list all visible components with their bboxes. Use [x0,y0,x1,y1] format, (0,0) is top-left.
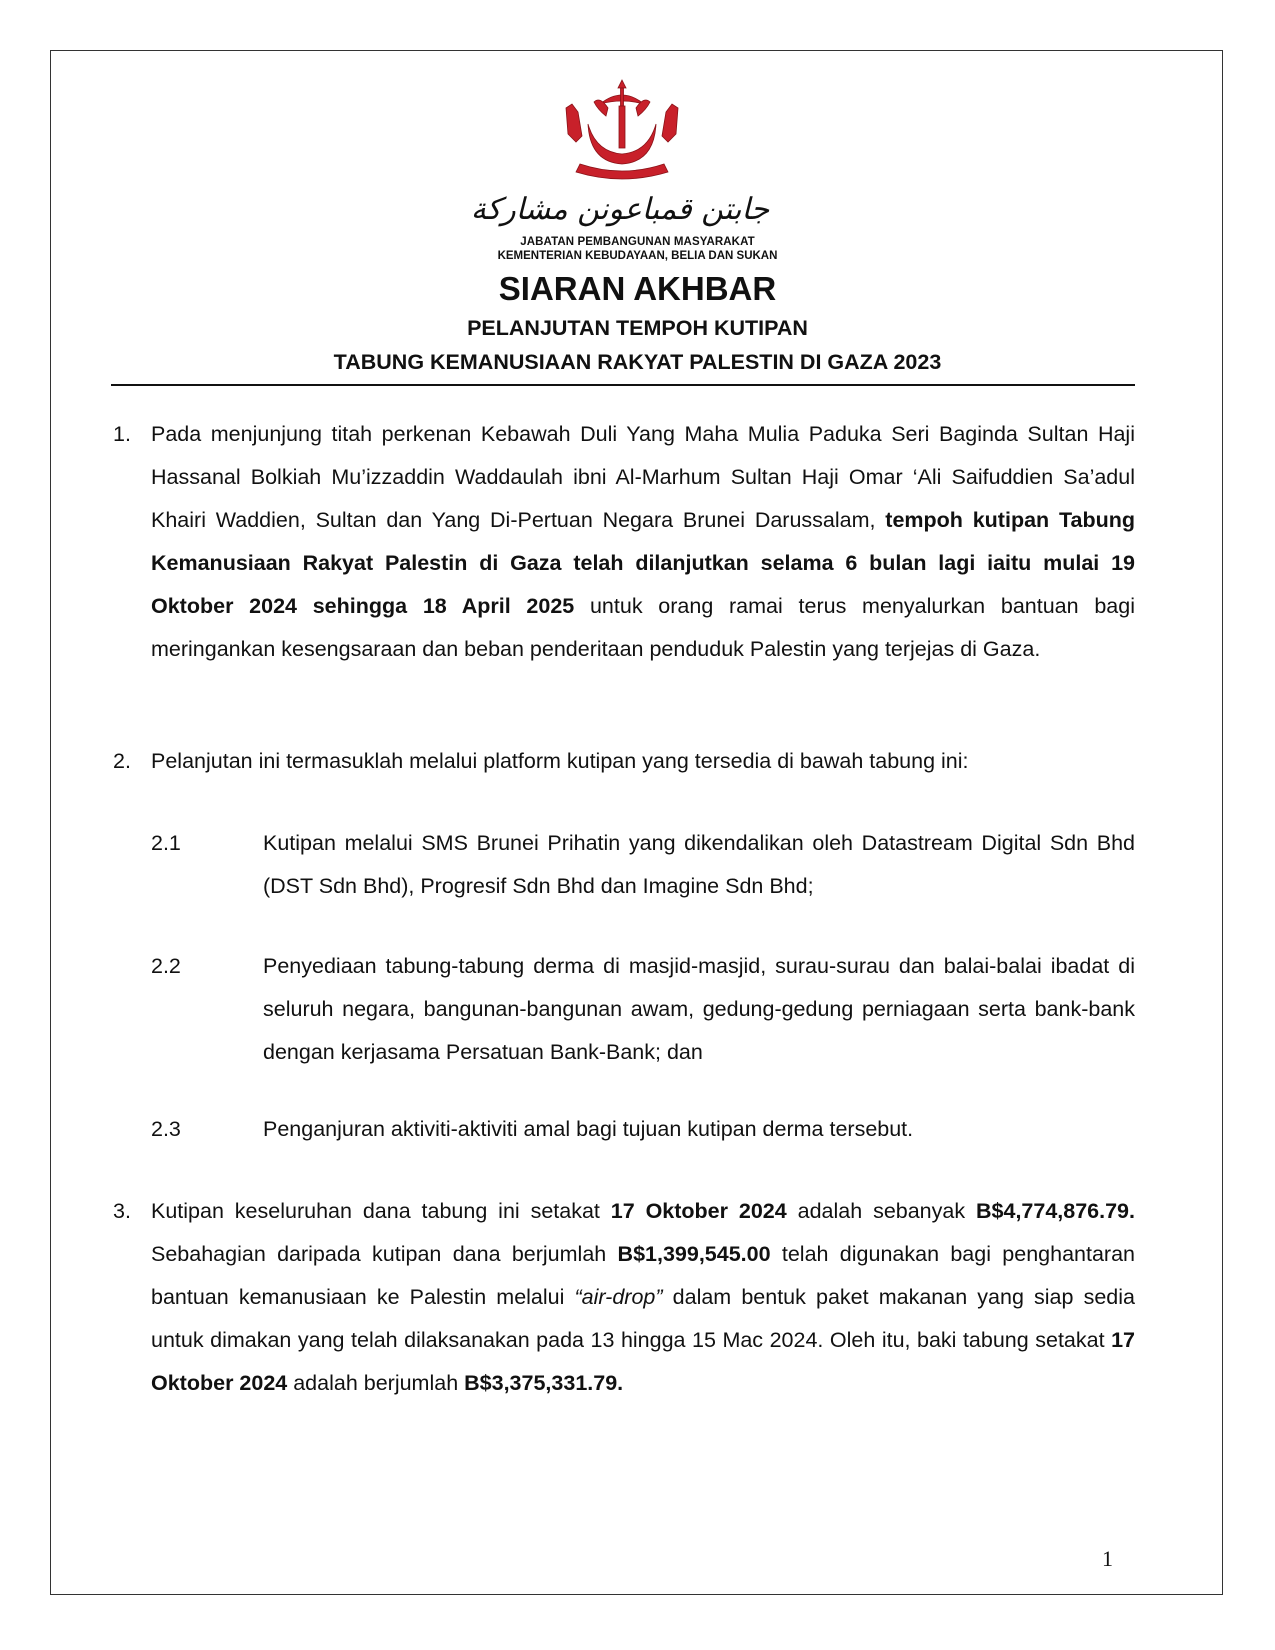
organisation-name: JABATAN PEMBANGUNAN MASYARAKAT [520,236,755,248]
brunei-crest-emblem [560,78,684,180]
sub-item-number: 2.1 [151,831,181,855]
paragraph-3-number: 3. [113,1199,131,1223]
paragraph-2: Pelanjutan ini termasuklah melalui platform kutipan yang tersedia di bawah tabung ini: [151,749,969,773]
subtitle-line-1: PELANJUTAN TEMPOH KUTIPAN [467,316,808,340]
p3-date: 17 Oktober 2024 [151,1328,1135,1395]
p3-text: Kutipan keseluruhan dana tabung ini setakat [151,1199,611,1223]
p3-balance-amount: B$3,375,331.79. [464,1371,624,1395]
sub-item-text: Penganjuran aktiviti-aktiviti amal bagi tujuan kutipan derma tersebut. [263,1117,914,1141]
page-number: 1 [1102,1546,1113,1571]
ministry-name: KEMENTERIAN KEBUDAYAAN, BELIA DAN SUKAN [497,250,778,262]
jawi-calligraphy-logo [470,183,770,233]
p3-text: adalah berjumlah [287,1371,465,1395]
paragraph-1 [151,413,1135,671]
p3-airdrop-term: “air-drop” [574,1285,663,1309]
svg-text:جابتن قمباعونن مشاركة: جابتن قمباعونن مشاركة [470,192,770,227]
p3-date: 17 Oktober 2024 [610,1199,787,1223]
p3-text: Sebahagian daripada kutipan dana berjumlah [151,1242,618,1266]
p3-text: telah digunakan bagi penghantaran bantuan kemanusiaan ke Palestin melalui [151,1242,1135,1309]
paragraph-1-text-a: Pada menjunjung titah perkenan Kebawah Duli Yang Maha Mulia Paduka Seri Baginda Sultan Haji Hassanal Bolkiah Mu’izzaddin Waddaulah ibni Al-Marhum Sultan Haji Omar ‘Ali Saifuddien Sa’adul Khairi Waddien, Sultan dan Yang Di-Pertuan Negara Brunei Darussalam, [151,422,1135,532]
paragraph-1-number: 1. [113,422,131,446]
p3-total-amount: B$4,774,876.79. [976,1199,1135,1223]
paragraph-1-bold: tempoh kutipan Tabung Kemanusiaan Rakyat Palestin di Gaza telah dilanjutkan selama 6 bulan lagi iaitu mulai 19 Oktober 2024 sehingga 18 April 2025 [151,508,1135,618]
p3-text: adalah sebanyak [786,1199,976,1223]
page-title: SIARAN AKHBAR [498,270,777,307]
p3-text: dalam bentuk paket makanan yang siap sedia untuk dimakan yang telah dilaksanakan pada 13 hingga 15 Mac 2024. Oleh itu, baki tabung setakat [151,1285,1135,1352]
paragraph-3 [151,1190,1135,1405]
title-divider [111,384,1135,386]
sub-item-text: Kutipan melalui SMS Brunei Prihatin yang dikendalikan oleh Datastream Digital Sdn Bhd (DST Sdn Bhd), Progresif Sdn Bhd dan Imagine Sdn Bhd; [263,831,1135,898]
paragraph-1-text-b: untuk orang ramai terus menyalurkan bantuan bagi meringankan kesengsaraan dan beban penderitaan penduduk Palestin yang terjejas di Gaza. [151,594,1135,661]
p3-used-amount: B$1,399,545.00 [617,1242,771,1266]
sub-item-text: Penyediaan tabung-tabung derma di masjid-masjid, surau-surau dan balai-balai ibadat di seluruh negara, bangunan-bangunan awam, gedung-gedung perniagaan serta bank-bank dengan kerjasama Persatuan Bank-Bank; dan [263,954,1135,1064]
sub-item-number: 2.2 [151,954,181,978]
paragraph-2-number: 2. [113,749,131,773]
subtitle-line-2: TABUNG KEMANUSIAAN RAKYAT PALESTIN DI GAZA 2023 [333,350,942,374]
sub-item-number: 2.3 [151,1117,181,1141]
